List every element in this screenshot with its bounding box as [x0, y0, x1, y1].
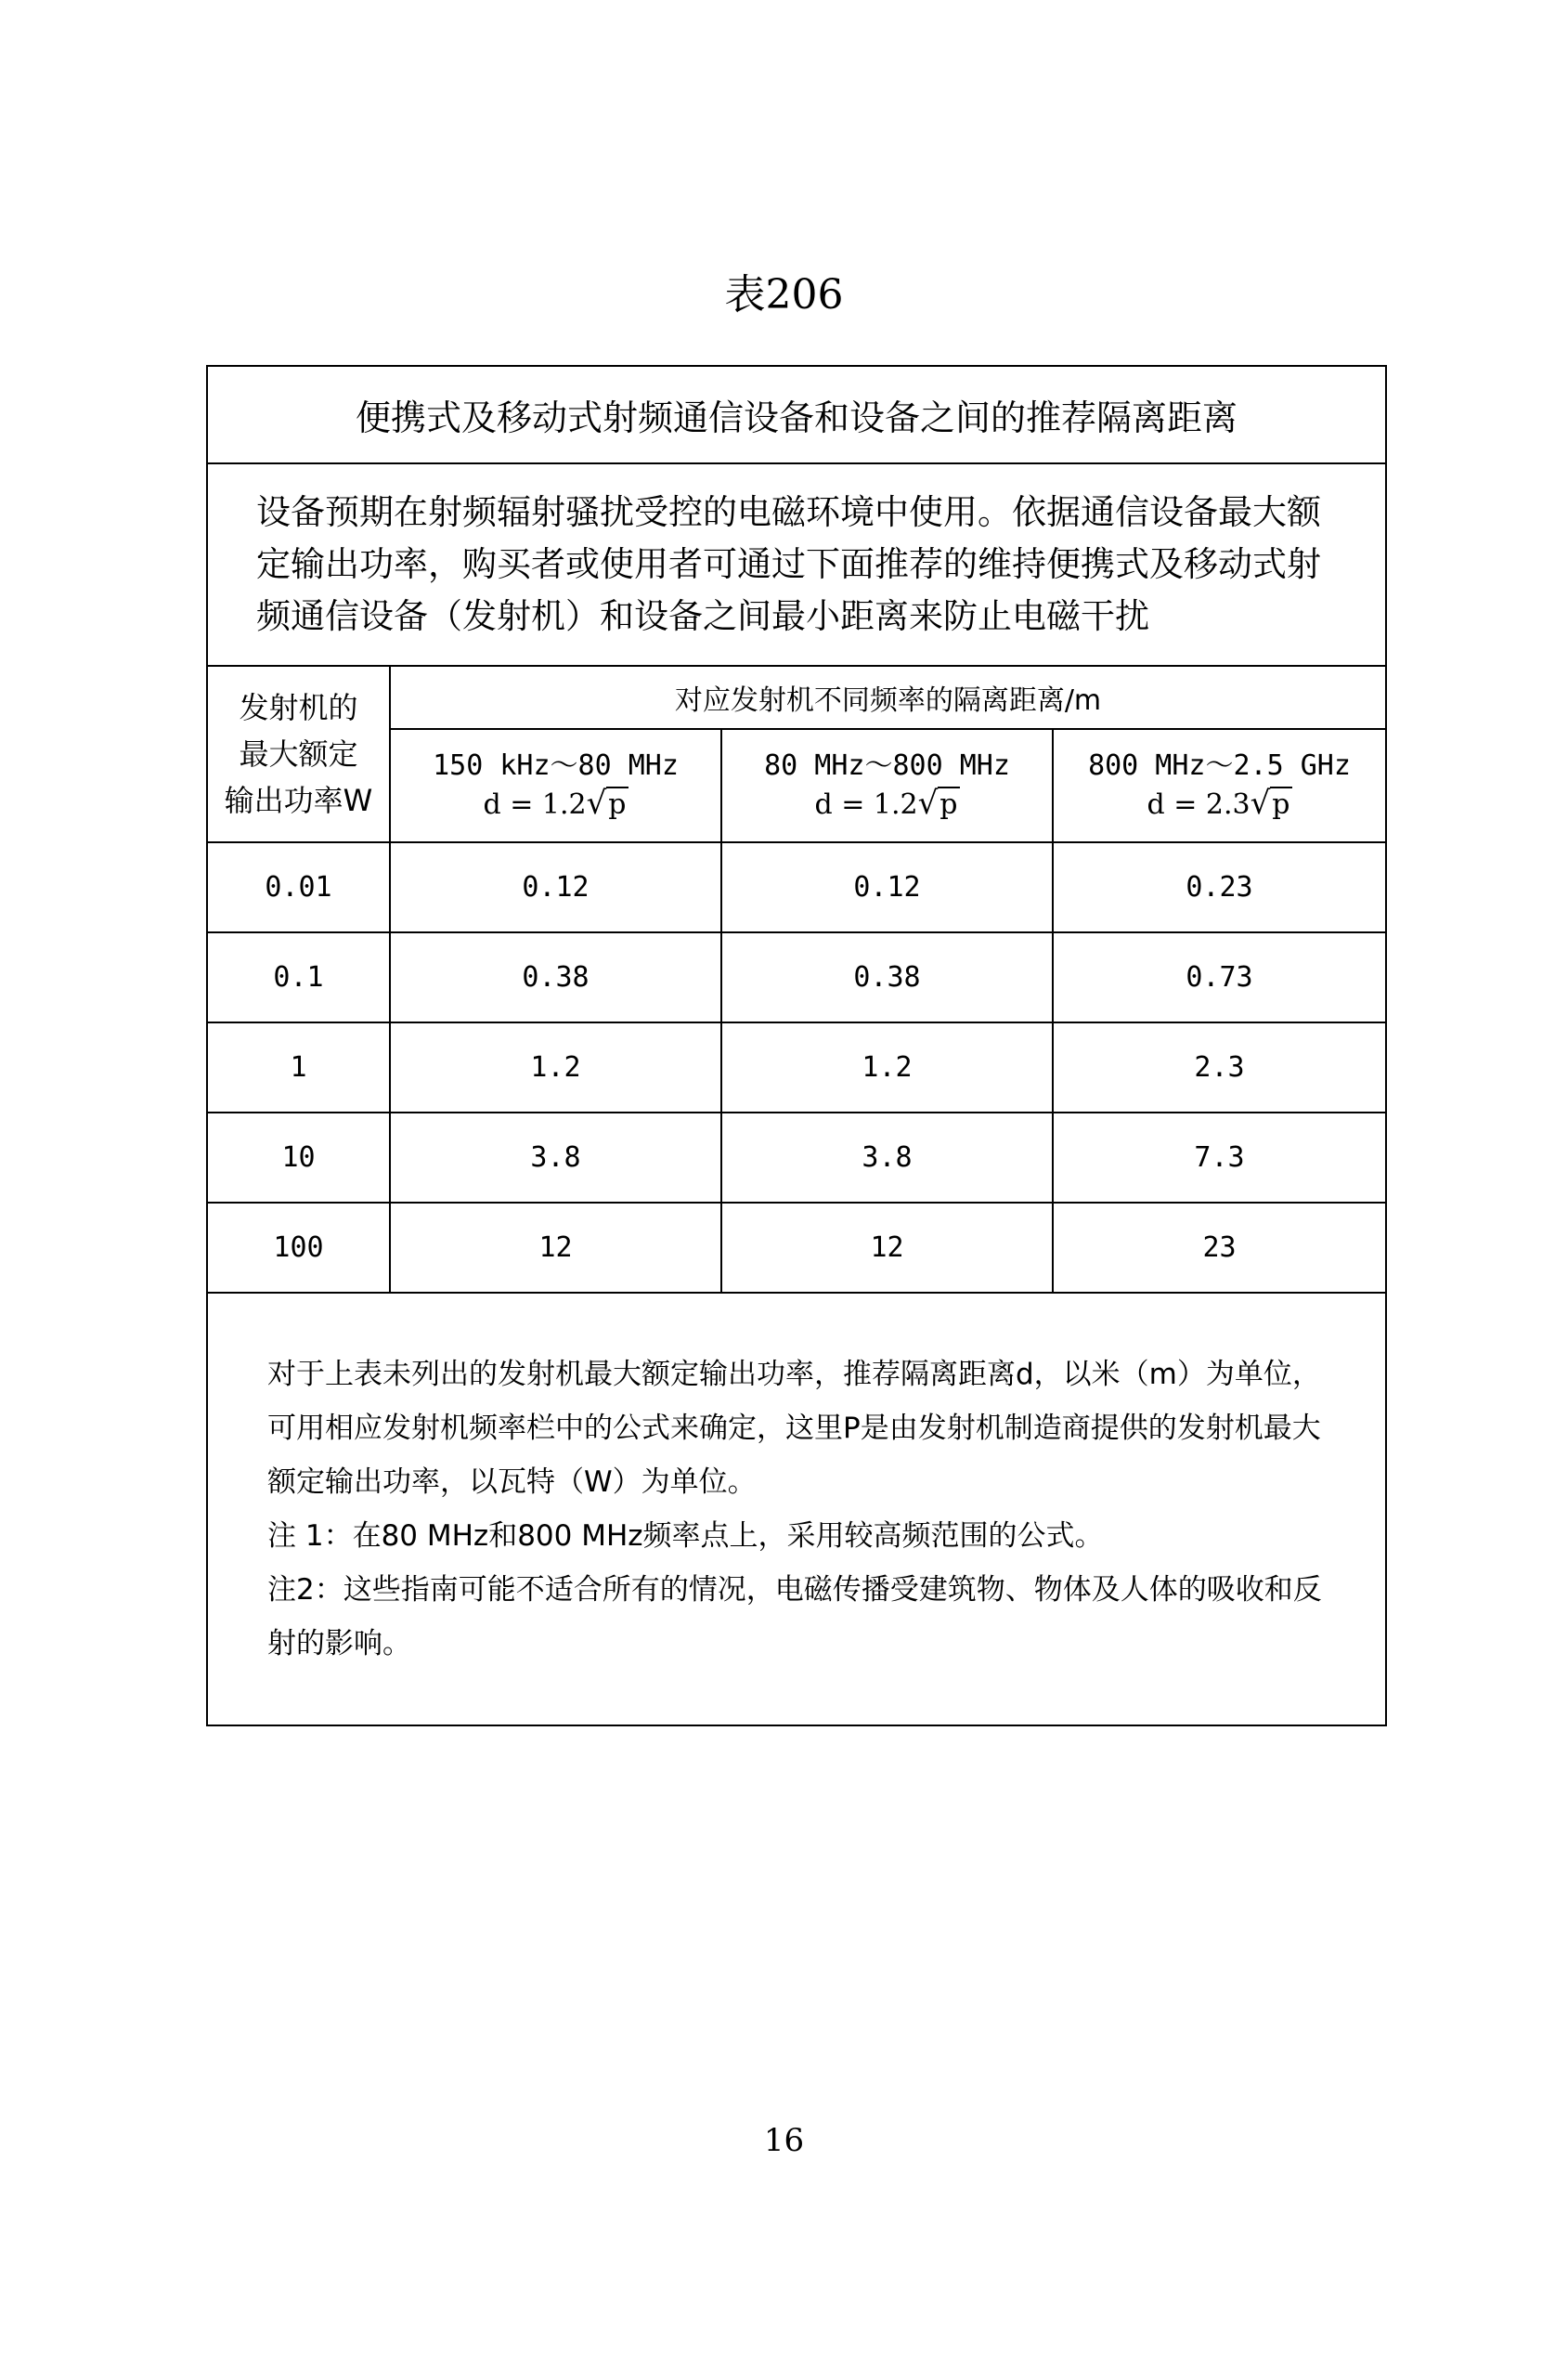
distance-cell: 23 — [1053, 1203, 1386, 1293]
distance-cell: 3.8 — [721, 1113, 1053, 1203]
power-cell: 10 — [207, 1113, 390, 1203]
power-cell: 0.1 — [207, 932, 390, 1022]
table-intro: 设备预期在射频辐射骚扰受控的电磁环境中使用。依据通信设备最大额定输出功率，购买者或使用者可通过下面推荐的维持便携式及移动式射频通信设备（发射机）和设备之间最小距离来防止电磁干扰 — [207, 463, 1386, 666]
page-number: 16 — [763, 2122, 805, 2159]
band-header-3 — [1053, 729, 1386, 842]
sqrt-icon: √ — [586, 785, 607, 822]
power-cell: 100 — [207, 1203, 390, 1293]
sqrt-icon: √ — [917, 785, 939, 822]
formula-arg: p — [940, 788, 958, 821]
band-range: 150 kHz～80 MHz — [433, 749, 679, 782]
distance-cell: 0.12 — [390, 842, 721, 932]
power-header-line: 发射机的 — [239, 690, 358, 725]
formula-prefix: d = 2.3 — [1147, 788, 1251, 821]
band-range: 80 MHz～800 MHz — [764, 749, 1010, 782]
power-header-line: 输出功率W — [224, 783, 373, 818]
distance-group-header: 对应发射机不同频率的隔离距离/m — [390, 666, 1386, 729]
note-paragraph: 对于上表未列出的发射机最大额定输出功率，推荐隔离距离d，以米（m）为单位，可用相应发射机频率栏中的公式来确定，这里P是由发射机制造商提供的发射机最大额定输出功率，以瓦特（W）为单位。 — [267, 1358, 1321, 1499]
band-formula — [483, 785, 628, 824]
distance-cell: 3.8 — [390, 1113, 721, 1203]
distance-cell: 2.3 — [1053, 1022, 1386, 1113]
band-header-1 — [390, 729, 721, 842]
formula-prefix: d = 1.2 — [814, 788, 918, 821]
table-row — [207, 1022, 1386, 1113]
table-row — [207, 932, 1386, 1022]
note-paragraph: 注2：这些指南可能不适合所有的情况，电磁传播受建筑物、物体及人体的吸收和反射的影响。 — [267, 1573, 1322, 1660]
distance-cell: 0.73 — [1053, 932, 1386, 1022]
band-formula — [1147, 785, 1292, 824]
distance-cell: 12 — [390, 1203, 721, 1293]
formula-prefix: d = 1.2 — [483, 788, 587, 821]
table-caption: 便携式及移动式射频通信设备和设备之间的推荐隔离距离 — [207, 366, 1386, 463]
distance-cell: 0.38 — [721, 932, 1053, 1022]
sqrt-icon: √ — [1250, 785, 1271, 822]
power-cell: 1 — [207, 1022, 390, 1113]
distance-cell: 1.2 — [721, 1022, 1053, 1113]
formula-arg: p — [608, 788, 627, 821]
power-cell: 0.01 — [207, 842, 390, 932]
formula-arg: p — [1272, 788, 1290, 821]
distance-cell: 0.23 — [1053, 842, 1386, 932]
table-row — [207, 1203, 1386, 1293]
distance-cell: 0.12 — [721, 842, 1053, 932]
band-header-2 — [721, 729, 1053, 842]
separation-distance-table — [206, 365, 1387, 1726]
band-formula — [814, 785, 959, 824]
distance-cell: 12 — [721, 1203, 1053, 1293]
table-row — [207, 842, 1386, 932]
table-notes — [207, 1293, 1386, 1725]
table-row — [207, 1113, 1386, 1203]
band-range: 800 MHz～2.5 GHz — [1088, 749, 1351, 782]
page-title: 表206 — [724, 271, 844, 319]
distance-cell: 7.3 — [1053, 1113, 1386, 1203]
note-paragraph: 注 1：在80 MHz和800 MHz频率点上，采用较高频范围的公式。 — [267, 1519, 1104, 1553]
power-column-header — [207, 666, 390, 842]
distance-cell: 0.38 — [390, 932, 721, 1022]
distance-cell: 1.2 — [390, 1022, 721, 1113]
power-header-line: 最大额定 — [239, 736, 358, 772]
